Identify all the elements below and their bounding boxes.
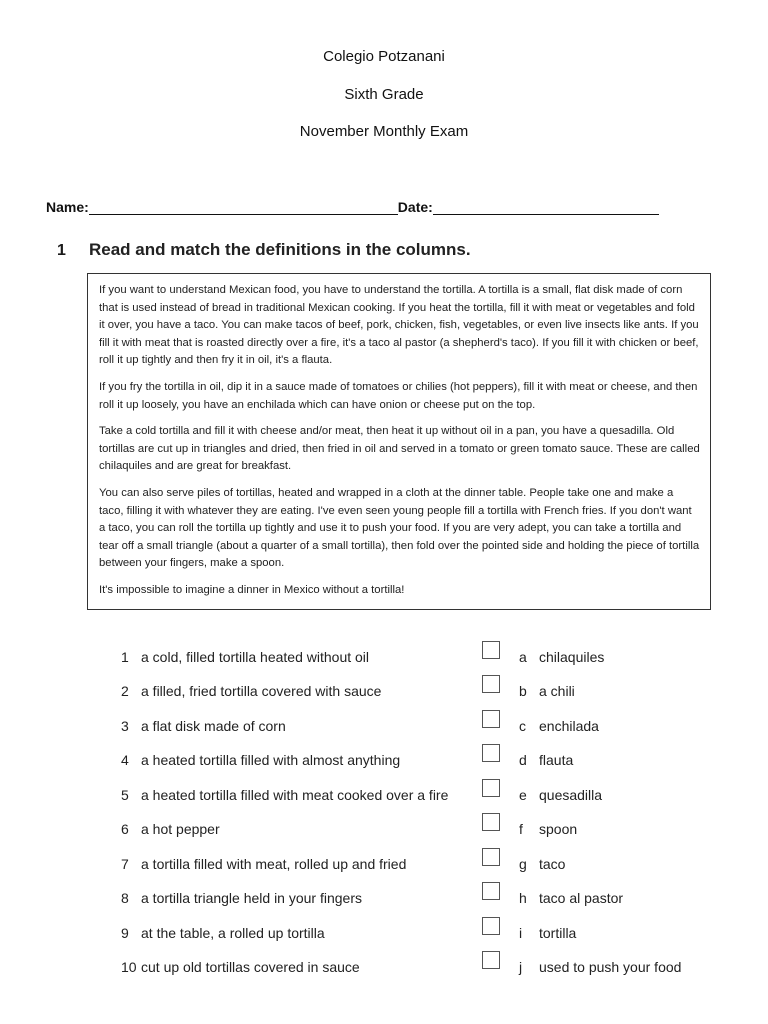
grade-level: Sixth Grade: [344, 86, 424, 103]
answer-checkbox[interactable]: [482, 675, 500, 693]
answer-checkbox[interactable]: [482, 951, 500, 969]
answer-text: used to push your food: [539, 959, 682, 975]
answer-checkbox[interactable]: [482, 813, 500, 831]
answer-letter: a: [519, 649, 527, 665]
definition-number: 9: [121, 925, 129, 941]
matching-row: [0, 856, 768, 886]
definition-number: 2: [121, 683, 129, 699]
matching-row: [0, 890, 768, 920]
definition-number: 5: [121, 787, 129, 803]
definition-text: at the table, a rolled up tortilla: [141, 925, 325, 941]
answer-letter: e: [519, 787, 527, 803]
answer-text: enchilada: [539, 718, 599, 734]
definition-text: a cold, filled tortilla heated without oil: [141, 649, 370, 665]
answer-checkbox[interactable]: [482, 882, 500, 900]
definition-number: 4: [121, 752, 129, 768]
definition-text: a filled, fried tortilla covered with sauce: [141, 683, 382, 699]
definition-text: a flat disk made of corn: [141, 718, 286, 734]
definition-number: 10: [121, 959, 137, 975]
definition-text: cut up old tortillas covered in sauce: [141, 959, 360, 975]
matching-row: [0, 718, 768, 748]
definition-number: 6: [121, 821, 129, 837]
matching-row: [0, 959, 768, 989]
matching-row: [0, 787, 768, 817]
name-date-line: [46, 199, 686, 215]
matching-row: [0, 683, 768, 713]
answer-checkbox[interactable]: [482, 917, 500, 935]
name-blank[interactable]: [89, 200, 398, 215]
reading-paragraph: It's impossible to imagine a dinner in Mexico without a tortilla!: [99, 583, 405, 596]
reading-passage: [87, 273, 711, 610]
answer-text: a chili: [539, 683, 575, 699]
school-name: Colegio Potzanani: [323, 48, 445, 65]
answer-letter: i: [519, 925, 523, 941]
answer-checkbox[interactable]: [482, 848, 500, 866]
answer-text: tortilla: [539, 925, 577, 941]
date-blank[interactable]: [433, 200, 659, 215]
answer-letter: b: [519, 683, 527, 699]
question-instruction: Read and match the definitions in the columns.: [89, 240, 471, 259]
name-label: Name:: [46, 199, 89, 215]
matching-row: [0, 752, 768, 782]
answer-checkbox[interactable]: [482, 779, 500, 797]
answer-letter: j: [519, 959, 523, 975]
reading-paragraph: If you fry the tortilla in oil, dip it in a sauce made of tomatoes or chilies (hot peppers), fill it with meat or cheese, and then roll it up loosely, you have an enchilada which can have onion or cheese put on the top.: [99, 380, 698, 411]
answer-text: chilaquiles: [539, 649, 605, 665]
definition-text: a heated tortilla filled with almost anything: [141, 752, 401, 768]
definition-text: a hot pepper: [141, 821, 220, 837]
question-number: 1: [57, 242, 66, 259]
answer-checkbox[interactable]: [482, 710, 500, 728]
answer-text: flauta: [539, 752, 574, 768]
answer-letter: h: [519, 890, 527, 906]
answer-letter: f: [519, 821, 523, 837]
reading-paragraph: If you want to understand Mexican food, you have to understand the tortilla. A tortilla is a small, flat disk made of corn that is used instead of bread in traditional Mexican cooking. If you heat the tortilla, fill it with meat or vegetables and fold it over, you have a taco. You can make tacos of beef, pork, chicken, fish, vegetables, or even live insects like ants. If you fill it with meat that is roasted directly over a fire, it's a taco al pastor (a shepherd's taco). If you fill it with chicken or beef, roll it up tightly and then fry it in oil, it's a flauta.: [99, 284, 699, 367]
definition-text: a tortilla filled with meat, rolled up and fried: [141, 856, 407, 872]
definition-number: 1: [121, 649, 129, 665]
definition-text: a tortilla triangle held in your fingers: [141, 890, 363, 906]
answer-text: spoon: [539, 821, 578, 837]
definition-number: 8: [121, 890, 129, 906]
answer-text: taco: [539, 856, 566, 872]
matching-row: [0, 821, 768, 851]
definition-text: a heated tortilla filled with meat cooked over a fire: [141, 787, 449, 803]
matching-row: [0, 649, 768, 679]
exam-title: November Monthly Exam: [299, 123, 469, 140]
answer-checkbox[interactable]: [482, 744, 500, 762]
answer-letter: d: [519, 752, 527, 768]
reading-paragraph: You can also serve piles of tortillas, heated and wrapped in a cloth at the dinner table. People take one and make a taco, filling it with whatever they are eating. I've even seen young people fill a tortilla with French fries. If you don't want a taco, you can roll the tortilla up tightly and use it to push your food. If you are very adept, you can take a tortilla and tear off a small triangle (about a quarter of a small tortilla), then fold over the pointed side and holding the piece of tortilla between your fingers, make a spoon.: [99, 486, 700, 570]
answer-letter: c: [519, 718, 526, 734]
matching-row: [0, 925, 768, 955]
answer-checkbox[interactable]: [482, 641, 500, 659]
answer-text: taco al pastor: [539, 890, 624, 906]
answer-letter: g: [519, 856, 527, 872]
answer-text: quesadilla: [539, 787, 603, 803]
definition-number: 3: [121, 718, 129, 734]
definition-number: 7: [121, 856, 129, 872]
reading-paragraph: Take a cold tortilla and fill it with cheese and/or meat, then heat it up without oil in a pan, you have a quesadilla. Old tortillas are cut up in triangles and dried, then fried in oil and served in a tomato or green tomato sauce. These are called chilaquiles and are great for breakfast.: [99, 425, 700, 473]
date-label: Date:: [397, 199, 433, 215]
